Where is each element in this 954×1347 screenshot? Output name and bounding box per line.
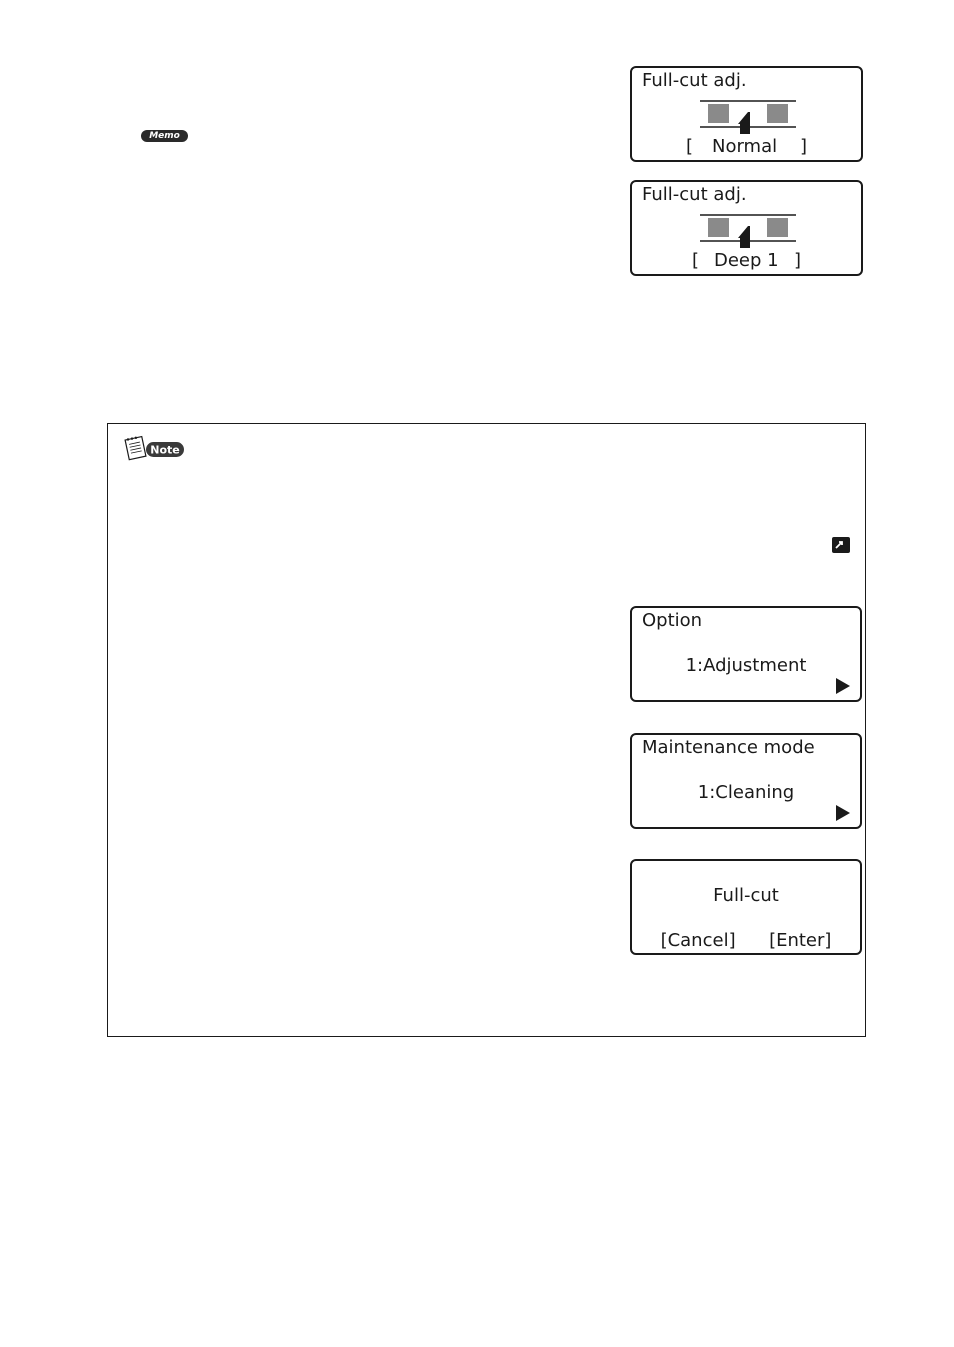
lcd-title: Option — [642, 610, 703, 631]
bracket-close: ] — [800, 136, 808, 157]
lcd-title: Full-cut adj. — [642, 184, 747, 205]
lcd-value: 1:Cleaning — [697, 782, 795, 803]
cancel-softkey: [Cancel] — [660, 930, 736, 951]
note-box — [107, 423, 866, 1037]
note-icon — [124, 434, 186, 462]
lcd-option — [630, 606, 862, 702]
lcd-value: 1:Adjustment — [685, 655, 807, 676]
lcd-value: Deep 1 — [714, 250, 779, 271]
lcd-title: Maintenance mode — [642, 737, 815, 758]
lcd-maintenance-mode — [630, 733, 862, 829]
lcd-fullcut-adj-normal — [630, 66, 863, 162]
lcd-fullcut-adj-deep — [630, 180, 863, 276]
cutter-blade-icon — [700, 214, 796, 248]
bracket-open: [ — [686, 136, 694, 157]
arrow-icon — [832, 537, 850, 553]
lcd-actions-row — [632, 930, 860, 951]
lcd-value-row — [632, 250, 861, 274]
bracket-close: ] — [794, 250, 802, 271]
right-triangle-icon — [836, 678, 850, 694]
lcd-value: Normal — [712, 136, 778, 157]
lcd-title: Full-cut — [713, 885, 779, 906]
bracket-open: [ — [692, 250, 700, 271]
right-triangle-icon — [836, 805, 850, 821]
lcd-fullcut-confirm — [630, 859, 862, 955]
memo-badge: Memo — [141, 130, 188, 142]
lcd-title: Full-cut adj. — [642, 70, 747, 91]
lcd-value-row — [632, 136, 861, 160]
enter-softkey: [Enter] — [769, 930, 832, 951]
note-label: Note — [150, 443, 180, 457]
cutter-blade-icon — [700, 100, 796, 134]
